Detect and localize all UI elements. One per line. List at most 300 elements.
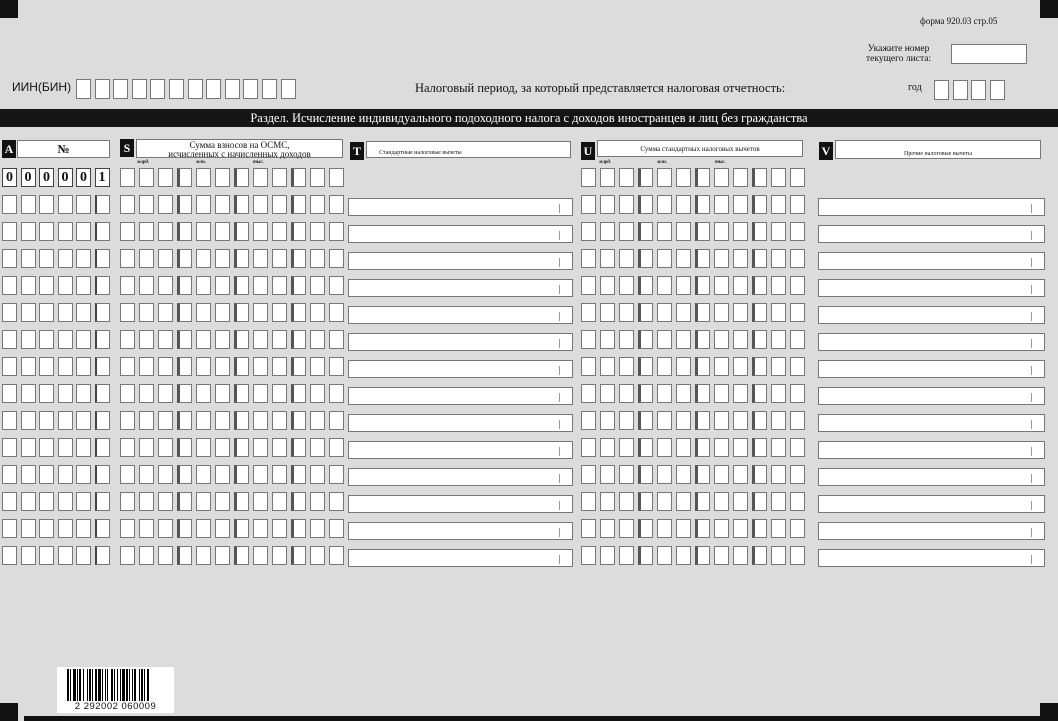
standard-deduction-amount-cell[interactable] — [638, 195, 653, 214]
standard-deduction-amount-cell[interactable] — [581, 357, 596, 376]
standard-deduction-amount-cell[interactable] — [638, 330, 653, 349]
iin-digit-cell[interactable] — [262, 79, 277, 99]
osms-amount-cell[interactable] — [120, 195, 135, 214]
standard-deduction-amount-cell[interactable] — [619, 357, 634, 376]
row-number-cell[interactable] — [58, 276, 73, 295]
osms-amount-cell[interactable] — [310, 276, 325, 295]
standard-deduction-amount-cell[interactable] — [600, 465, 615, 484]
standard-deduction-amount-cell[interactable] — [676, 438, 691, 457]
standard-deduction-amount-cell[interactable] — [790, 249, 805, 268]
osms-amount-cell[interactable] — [139, 195, 154, 214]
osms-amount-cell[interactable] — [120, 303, 135, 322]
row-number-digit[interactable]: 0 — [58, 168, 73, 187]
standard-deduction-amount-cell[interactable] — [581, 438, 596, 457]
osms-amount-cell[interactable] — [139, 222, 154, 241]
row-number-cell[interactable] — [58, 357, 73, 376]
standard-deduction-amount-cell[interactable] — [771, 168, 786, 187]
row-number-cell[interactable] — [39, 465, 54, 484]
row-number-digit[interactable]: 0 — [39, 168, 54, 187]
standard-deduction-amount-cell[interactable] — [695, 222, 710, 241]
standard-deduction-amount-cell[interactable] — [733, 357, 748, 376]
osms-amount-cell[interactable] — [272, 492, 287, 511]
dropdown-marker[interactable] — [559, 339, 570, 348]
row-number-cell[interactable] — [2, 519, 17, 538]
osms-amount-cell[interactable] — [196, 276, 211, 295]
standard-deduction-amount-cell[interactable] — [695, 168, 710, 187]
row-number-cell[interactable] — [95, 222, 110, 241]
standard-deduction-amount-cell[interactable] — [714, 195, 729, 214]
row-number-cell[interactable] — [76, 465, 91, 484]
osms-amount-cell[interactable] — [272, 384, 287, 403]
osms-amount-cell[interactable] — [253, 303, 268, 322]
osms-amount-cell[interactable] — [215, 195, 230, 214]
osms-amount-cell[interactable] — [215, 438, 230, 457]
standard-deduction-amount-cell[interactable] — [619, 276, 634, 295]
standard-deduction-field[interactable] — [348, 522, 573, 540]
other-deduction-field[interactable] — [818, 306, 1045, 324]
other-deduction-field[interactable] — [818, 252, 1045, 270]
dropdown-marker[interactable] — [559, 420, 570, 429]
osms-amount-cell[interactable] — [291, 519, 306, 538]
other-deduction-field[interactable] — [818, 549, 1045, 567]
osms-amount-cell[interactable] — [177, 222, 192, 241]
standard-deduction-amount-cell[interactable] — [676, 492, 691, 511]
row-number-cell[interactable] — [76, 357, 91, 376]
standard-deduction-amount-cell[interactable] — [638, 357, 653, 376]
row-number-cell[interactable] — [2, 276, 17, 295]
standard-deduction-amount-cell[interactable] — [695, 438, 710, 457]
row-number-cell[interactable] — [39, 546, 54, 565]
osms-amount-cell[interactable] — [253, 357, 268, 376]
other-deduction-field[interactable] — [818, 495, 1045, 513]
standard-deduction-amount-cell[interactable] — [790, 168, 805, 187]
row-number-cell[interactable] — [21, 303, 36, 322]
standard-deduction-amount-cell[interactable] — [638, 303, 653, 322]
standard-deduction-amount-cell[interactable] — [752, 546, 767, 565]
osms-amount-cell[interactable] — [215, 330, 230, 349]
other-deduction-field[interactable] — [818, 441, 1045, 459]
standard-deduction-amount-cell[interactable] — [752, 168, 767, 187]
row-number-cell[interactable] — [76, 249, 91, 268]
row-number-cell[interactable] — [58, 330, 73, 349]
row-number-cell[interactable] — [39, 411, 54, 430]
standard-deduction-amount-cell[interactable] — [600, 492, 615, 511]
osms-amount-cell[interactable] — [291, 168, 306, 187]
row-number-cell[interactable] — [2, 546, 17, 565]
osms-amount-cell[interactable] — [272, 546, 287, 565]
osms-amount-cell[interactable] — [291, 330, 306, 349]
osms-amount-cell[interactable] — [215, 465, 230, 484]
dropdown-marker[interactable] — [1031, 366, 1042, 375]
row-number-cell[interactable] — [21, 492, 36, 511]
osms-amount-cell[interactable] — [120, 168, 135, 187]
standard-deduction-amount-cell[interactable] — [657, 168, 672, 187]
standard-deduction-amount-cell[interactable] — [733, 384, 748, 403]
osms-amount-cell[interactable] — [253, 411, 268, 430]
osms-amount-cell[interactable] — [253, 222, 268, 241]
dropdown-marker[interactable] — [1031, 555, 1042, 564]
standard-deduction-amount-cell[interactable] — [695, 330, 710, 349]
row-number-cell[interactable] — [21, 330, 36, 349]
standard-deduction-amount-cell[interactable] — [752, 384, 767, 403]
dropdown-marker[interactable] — [1031, 420, 1042, 429]
osms-amount-cell[interactable] — [234, 546, 249, 565]
standard-deduction-amount-cell[interactable] — [638, 222, 653, 241]
standard-deduction-amount-cell[interactable] — [638, 276, 653, 295]
standard-deduction-amount-cell[interactable] — [790, 492, 805, 511]
standard-deduction-amount-cell[interactable] — [771, 465, 786, 484]
osms-amount-cell[interactable] — [177, 519, 192, 538]
osms-amount-cell[interactable] — [158, 222, 173, 241]
osms-amount-cell[interactable] — [196, 438, 211, 457]
standard-deduction-amount-cell[interactable] — [657, 438, 672, 457]
osms-amount-cell[interactable] — [291, 384, 306, 403]
osms-amount-cell[interactable] — [291, 546, 306, 565]
osms-amount-cell[interactable] — [310, 438, 325, 457]
osms-amount-cell[interactable] — [234, 168, 249, 187]
osms-amount-cell[interactable] — [291, 276, 306, 295]
iin-digit-cell[interactable] — [206, 79, 221, 99]
osms-amount-cell[interactable] — [196, 222, 211, 241]
osms-amount-cell[interactable] — [196, 492, 211, 511]
osms-amount-cell[interactable] — [234, 303, 249, 322]
osms-amount-cell[interactable] — [196, 303, 211, 322]
row-number-cell[interactable] — [39, 195, 54, 214]
standard-deduction-amount-cell[interactable] — [790, 357, 805, 376]
standard-deduction-amount-cell[interactable] — [771, 384, 786, 403]
iin-digit-cell[interactable] — [243, 79, 258, 99]
standard-deduction-amount-cell[interactable] — [638, 465, 653, 484]
osms-amount-cell[interactable] — [253, 546, 268, 565]
osms-amount-cell[interactable] — [177, 438, 192, 457]
standard-deduction-amount-cell[interactable] — [600, 411, 615, 430]
standard-deduction-amount-cell[interactable] — [771, 276, 786, 295]
standard-deduction-field[interactable] — [348, 225, 573, 243]
standard-deduction-amount-cell[interactable] — [733, 411, 748, 430]
osms-amount-cell[interactable] — [139, 357, 154, 376]
standard-deduction-amount-cell[interactable] — [581, 411, 596, 430]
osms-amount-cell[interactable] — [291, 438, 306, 457]
row-number-cell[interactable] — [58, 384, 73, 403]
osms-amount-cell[interactable] — [158, 546, 173, 565]
standard-deduction-amount-cell[interactable] — [695, 276, 710, 295]
osms-amount-cell[interactable] — [120, 519, 135, 538]
osms-amount-cell[interactable] — [177, 411, 192, 430]
osms-amount-cell[interactable] — [120, 492, 135, 511]
osms-amount-cell[interactable] — [139, 303, 154, 322]
row-number-cell[interactable] — [58, 492, 73, 511]
standard-deduction-amount-cell[interactable] — [695, 411, 710, 430]
osms-amount-cell[interactable] — [310, 546, 325, 565]
iin-digit-cell[interactable] — [281, 79, 296, 99]
osms-amount-cell[interactable] — [139, 276, 154, 295]
standard-deduction-amount-cell[interactable] — [790, 195, 805, 214]
standard-deduction-amount-cell[interactable] — [600, 168, 615, 187]
row-number-cell[interactable] — [76, 492, 91, 511]
standard-deduction-amount-cell[interactable] — [676, 195, 691, 214]
standard-deduction-amount-cell[interactable] — [619, 465, 634, 484]
osms-amount-cell[interactable] — [329, 519, 344, 538]
osms-amount-cell[interactable] — [215, 222, 230, 241]
standard-deduction-amount-cell[interactable] — [676, 519, 691, 538]
osms-amount-cell[interactable] — [272, 222, 287, 241]
iin-digit-cell[interactable] — [95, 79, 110, 99]
osms-amount-cell[interactable] — [120, 546, 135, 565]
row-number-cell[interactable] — [95, 276, 110, 295]
osms-amount-cell[interactable] — [120, 357, 135, 376]
dropdown-marker[interactable] — [559, 393, 570, 402]
osms-amount-cell[interactable] — [253, 195, 268, 214]
standard-deduction-amount-cell[interactable] — [600, 546, 615, 565]
osms-amount-cell[interactable] — [215, 303, 230, 322]
dropdown-marker[interactable] — [1031, 528, 1042, 537]
dropdown-marker[interactable] — [559, 366, 570, 375]
osms-amount-cell[interactable] — [120, 249, 135, 268]
standard-deduction-amount-cell[interactable] — [657, 519, 672, 538]
osms-amount-cell[interactable] — [310, 357, 325, 376]
osms-amount-cell[interactable] — [329, 438, 344, 457]
standard-deduction-amount-cell[interactable] — [695, 384, 710, 403]
osms-amount-cell[interactable] — [139, 492, 154, 511]
standard-deduction-amount-cell[interactable] — [676, 357, 691, 376]
standard-deduction-amount-cell[interactable] — [676, 411, 691, 430]
osms-amount-cell[interactable] — [158, 465, 173, 484]
standard-deduction-amount-cell[interactable] — [638, 519, 653, 538]
osms-amount-cell[interactable] — [329, 546, 344, 565]
standard-deduction-amount-cell[interactable] — [752, 492, 767, 511]
row-number-cell[interactable] — [21, 249, 36, 268]
row-number-cell[interactable] — [58, 195, 73, 214]
osms-amount-cell[interactable] — [291, 195, 306, 214]
osms-amount-cell[interactable] — [234, 222, 249, 241]
osms-amount-cell[interactable] — [120, 465, 135, 484]
osms-amount-cell[interactable] — [139, 546, 154, 565]
row-number-cell[interactable] — [2, 384, 17, 403]
row-number-cell[interactable] — [21, 222, 36, 241]
other-deduction-field[interactable] — [818, 333, 1045, 351]
standard-deduction-field[interactable] — [348, 333, 573, 351]
osms-amount-cell[interactable] — [329, 411, 344, 430]
standard-deduction-amount-cell[interactable] — [600, 384, 615, 403]
osms-amount-cell[interactable] — [120, 384, 135, 403]
standard-deduction-amount-cell[interactable] — [581, 168, 596, 187]
standard-deduction-amount-cell[interactable] — [733, 195, 748, 214]
row-number-cell[interactable] — [58, 249, 73, 268]
standard-deduction-amount-cell[interactable] — [619, 168, 634, 187]
standard-deduction-amount-cell[interactable] — [714, 330, 729, 349]
standard-deduction-amount-cell[interactable] — [657, 330, 672, 349]
osms-amount-cell[interactable] — [310, 330, 325, 349]
standard-deduction-amount-cell[interactable] — [638, 546, 653, 565]
row-number-cell[interactable] — [76, 222, 91, 241]
standard-deduction-amount-cell[interactable] — [600, 222, 615, 241]
standard-deduction-amount-cell[interactable] — [657, 222, 672, 241]
row-number-cell[interactable] — [2, 195, 17, 214]
row-number-digit[interactable]: 0 — [76, 168, 91, 187]
row-number-cell[interactable] — [2, 303, 17, 322]
standard-deduction-amount-cell[interactable] — [714, 546, 729, 565]
osms-amount-cell[interactable] — [215, 492, 230, 511]
standard-deduction-amount-cell[interactable] — [752, 249, 767, 268]
standard-deduction-amount-cell[interactable] — [600, 357, 615, 376]
standard-deduction-amount-cell[interactable] — [790, 411, 805, 430]
row-number-cell[interactable] — [21, 357, 36, 376]
standard-deduction-amount-cell[interactable] — [714, 465, 729, 484]
osms-amount-cell[interactable] — [272, 519, 287, 538]
osms-amount-cell[interactable] — [291, 222, 306, 241]
standard-deduction-field[interactable] — [348, 441, 573, 459]
osms-amount-cell[interactable] — [253, 168, 268, 187]
row-number-cell[interactable] — [95, 303, 110, 322]
osms-amount-cell[interactable] — [215, 384, 230, 403]
row-number-cell[interactable] — [95, 519, 110, 538]
standard-deduction-amount-cell[interactable] — [676, 168, 691, 187]
standard-deduction-amount-cell[interactable] — [752, 438, 767, 457]
standard-deduction-amount-cell[interactable] — [771, 546, 786, 565]
osms-amount-cell[interactable] — [158, 168, 173, 187]
osms-amount-cell[interactable] — [158, 303, 173, 322]
standard-deduction-amount-cell[interactable] — [695, 195, 710, 214]
standard-deduction-amount-cell[interactable] — [714, 411, 729, 430]
standard-deduction-amount-cell[interactable] — [790, 303, 805, 322]
standard-deduction-amount-cell[interactable] — [790, 222, 805, 241]
standard-deduction-amount-cell[interactable] — [714, 222, 729, 241]
osms-amount-cell[interactable] — [234, 330, 249, 349]
osms-amount-cell[interactable] — [234, 438, 249, 457]
dropdown-marker[interactable] — [559, 501, 570, 510]
osms-amount-cell[interactable] — [310, 384, 325, 403]
standard-deduction-amount-cell[interactable] — [714, 303, 729, 322]
standard-deduction-amount-cell[interactable] — [581, 195, 596, 214]
row-number-cell[interactable] — [39, 303, 54, 322]
osms-amount-cell[interactable] — [177, 330, 192, 349]
standard-deduction-amount-cell[interactable] — [638, 492, 653, 511]
standard-deduction-amount-cell[interactable] — [695, 546, 710, 565]
standard-deduction-amount-cell[interactable] — [695, 249, 710, 268]
osms-amount-cell[interactable] — [196, 330, 211, 349]
dropdown-marker[interactable] — [559, 285, 570, 294]
row-number-cell[interactable] — [76, 384, 91, 403]
standard-deduction-amount-cell[interactable] — [752, 465, 767, 484]
standard-deduction-amount-cell[interactable] — [752, 195, 767, 214]
row-number-cell[interactable] — [95, 546, 110, 565]
osms-amount-cell[interactable] — [310, 249, 325, 268]
row-number-cell[interactable] — [58, 303, 73, 322]
osms-amount-cell[interactable] — [215, 546, 230, 565]
row-number-cell[interactable] — [21, 465, 36, 484]
year-digit-cell[interactable] — [934, 80, 949, 100]
osms-amount-cell[interactable] — [215, 519, 230, 538]
standard-deduction-amount-cell[interactable] — [733, 546, 748, 565]
standard-deduction-amount-cell[interactable] — [581, 330, 596, 349]
iin-digit-cell[interactable] — [150, 79, 165, 99]
standard-deduction-amount-cell[interactable] — [695, 519, 710, 538]
osms-amount-cell[interactable] — [253, 519, 268, 538]
standard-deduction-amount-cell[interactable] — [676, 546, 691, 565]
standard-deduction-field[interactable] — [348, 495, 573, 513]
osms-amount-cell[interactable] — [291, 303, 306, 322]
standard-deduction-amount-cell[interactable] — [771, 492, 786, 511]
standard-deduction-amount-cell[interactable] — [752, 222, 767, 241]
osms-amount-cell[interactable] — [291, 411, 306, 430]
iin-digit-cell[interactable] — [225, 79, 240, 99]
row-number-cell[interactable] — [95, 492, 110, 511]
standard-deduction-amount-cell[interactable] — [619, 330, 634, 349]
osms-amount-cell[interactable] — [177, 168, 192, 187]
row-number-cell[interactable] — [39, 492, 54, 511]
standard-deduction-amount-cell[interactable] — [695, 357, 710, 376]
standard-deduction-amount-cell[interactable] — [619, 438, 634, 457]
osms-amount-cell[interactable] — [272, 411, 287, 430]
osms-amount-cell[interactable] — [158, 249, 173, 268]
row-number-cell[interactable] — [95, 195, 110, 214]
dropdown-marker[interactable] — [559, 204, 570, 213]
standard-deduction-amount-cell[interactable] — [657, 384, 672, 403]
row-number-cell[interactable] — [76, 330, 91, 349]
standard-deduction-amount-cell[interactable] — [676, 276, 691, 295]
osms-amount-cell[interactable] — [291, 492, 306, 511]
row-number-cell[interactable] — [2, 465, 17, 484]
standard-deduction-amount-cell[interactable] — [581, 303, 596, 322]
osms-amount-cell[interactable] — [272, 465, 287, 484]
standard-deduction-amount-cell[interactable] — [619, 492, 634, 511]
osms-amount-cell[interactable] — [177, 276, 192, 295]
osms-amount-cell[interactable] — [272, 357, 287, 376]
row-number-cell[interactable] — [39, 357, 54, 376]
standard-deduction-amount-cell[interactable] — [790, 384, 805, 403]
iin-digit-cell[interactable] — [76, 79, 91, 99]
row-number-cell[interactable] — [76, 303, 91, 322]
osms-amount-cell[interactable] — [310, 492, 325, 511]
row-number-cell[interactable] — [39, 249, 54, 268]
standard-deduction-amount-cell[interactable] — [790, 519, 805, 538]
row-number-cell[interactable] — [39, 276, 54, 295]
standard-deduction-amount-cell[interactable] — [600, 330, 615, 349]
standard-deduction-amount-cell[interactable] — [752, 357, 767, 376]
row-number-cell[interactable] — [2, 249, 17, 268]
osms-amount-cell[interactable] — [329, 276, 344, 295]
standard-deduction-amount-cell[interactable] — [657, 546, 672, 565]
row-number-cell[interactable] — [58, 222, 73, 241]
dropdown-marker[interactable] — [559, 555, 570, 564]
osms-amount-cell[interactable] — [177, 465, 192, 484]
osms-amount-cell[interactable] — [329, 249, 344, 268]
other-deduction-field[interactable] — [818, 468, 1045, 486]
standard-deduction-amount-cell[interactable] — [619, 546, 634, 565]
row-number-cell[interactable] — [39, 384, 54, 403]
row-number-cell[interactable] — [95, 384, 110, 403]
osms-amount-cell[interactable] — [215, 249, 230, 268]
standard-deduction-field[interactable] — [348, 252, 573, 270]
standard-deduction-amount-cell[interactable] — [771, 330, 786, 349]
row-number-cell[interactable] — [21, 276, 36, 295]
osms-amount-cell[interactable] — [158, 330, 173, 349]
osms-amount-cell[interactable] — [177, 492, 192, 511]
dropdown-marker[interactable] — [559, 312, 570, 321]
standard-deduction-amount-cell[interactable] — [600, 438, 615, 457]
standard-deduction-amount-cell[interactable] — [581, 519, 596, 538]
osms-amount-cell[interactable] — [177, 384, 192, 403]
row-number-cell[interactable] — [95, 438, 110, 457]
osms-amount-cell[interactable] — [310, 519, 325, 538]
other-deduction-field[interactable] — [818, 387, 1045, 405]
osms-amount-cell[interactable] — [310, 465, 325, 484]
standard-deduction-amount-cell[interactable] — [657, 357, 672, 376]
osms-amount-cell[interactable] — [234, 195, 249, 214]
standard-deduction-amount-cell[interactable] — [600, 276, 615, 295]
osms-amount-cell[interactable] — [196, 465, 211, 484]
osms-amount-cell[interactable] — [329, 195, 344, 214]
